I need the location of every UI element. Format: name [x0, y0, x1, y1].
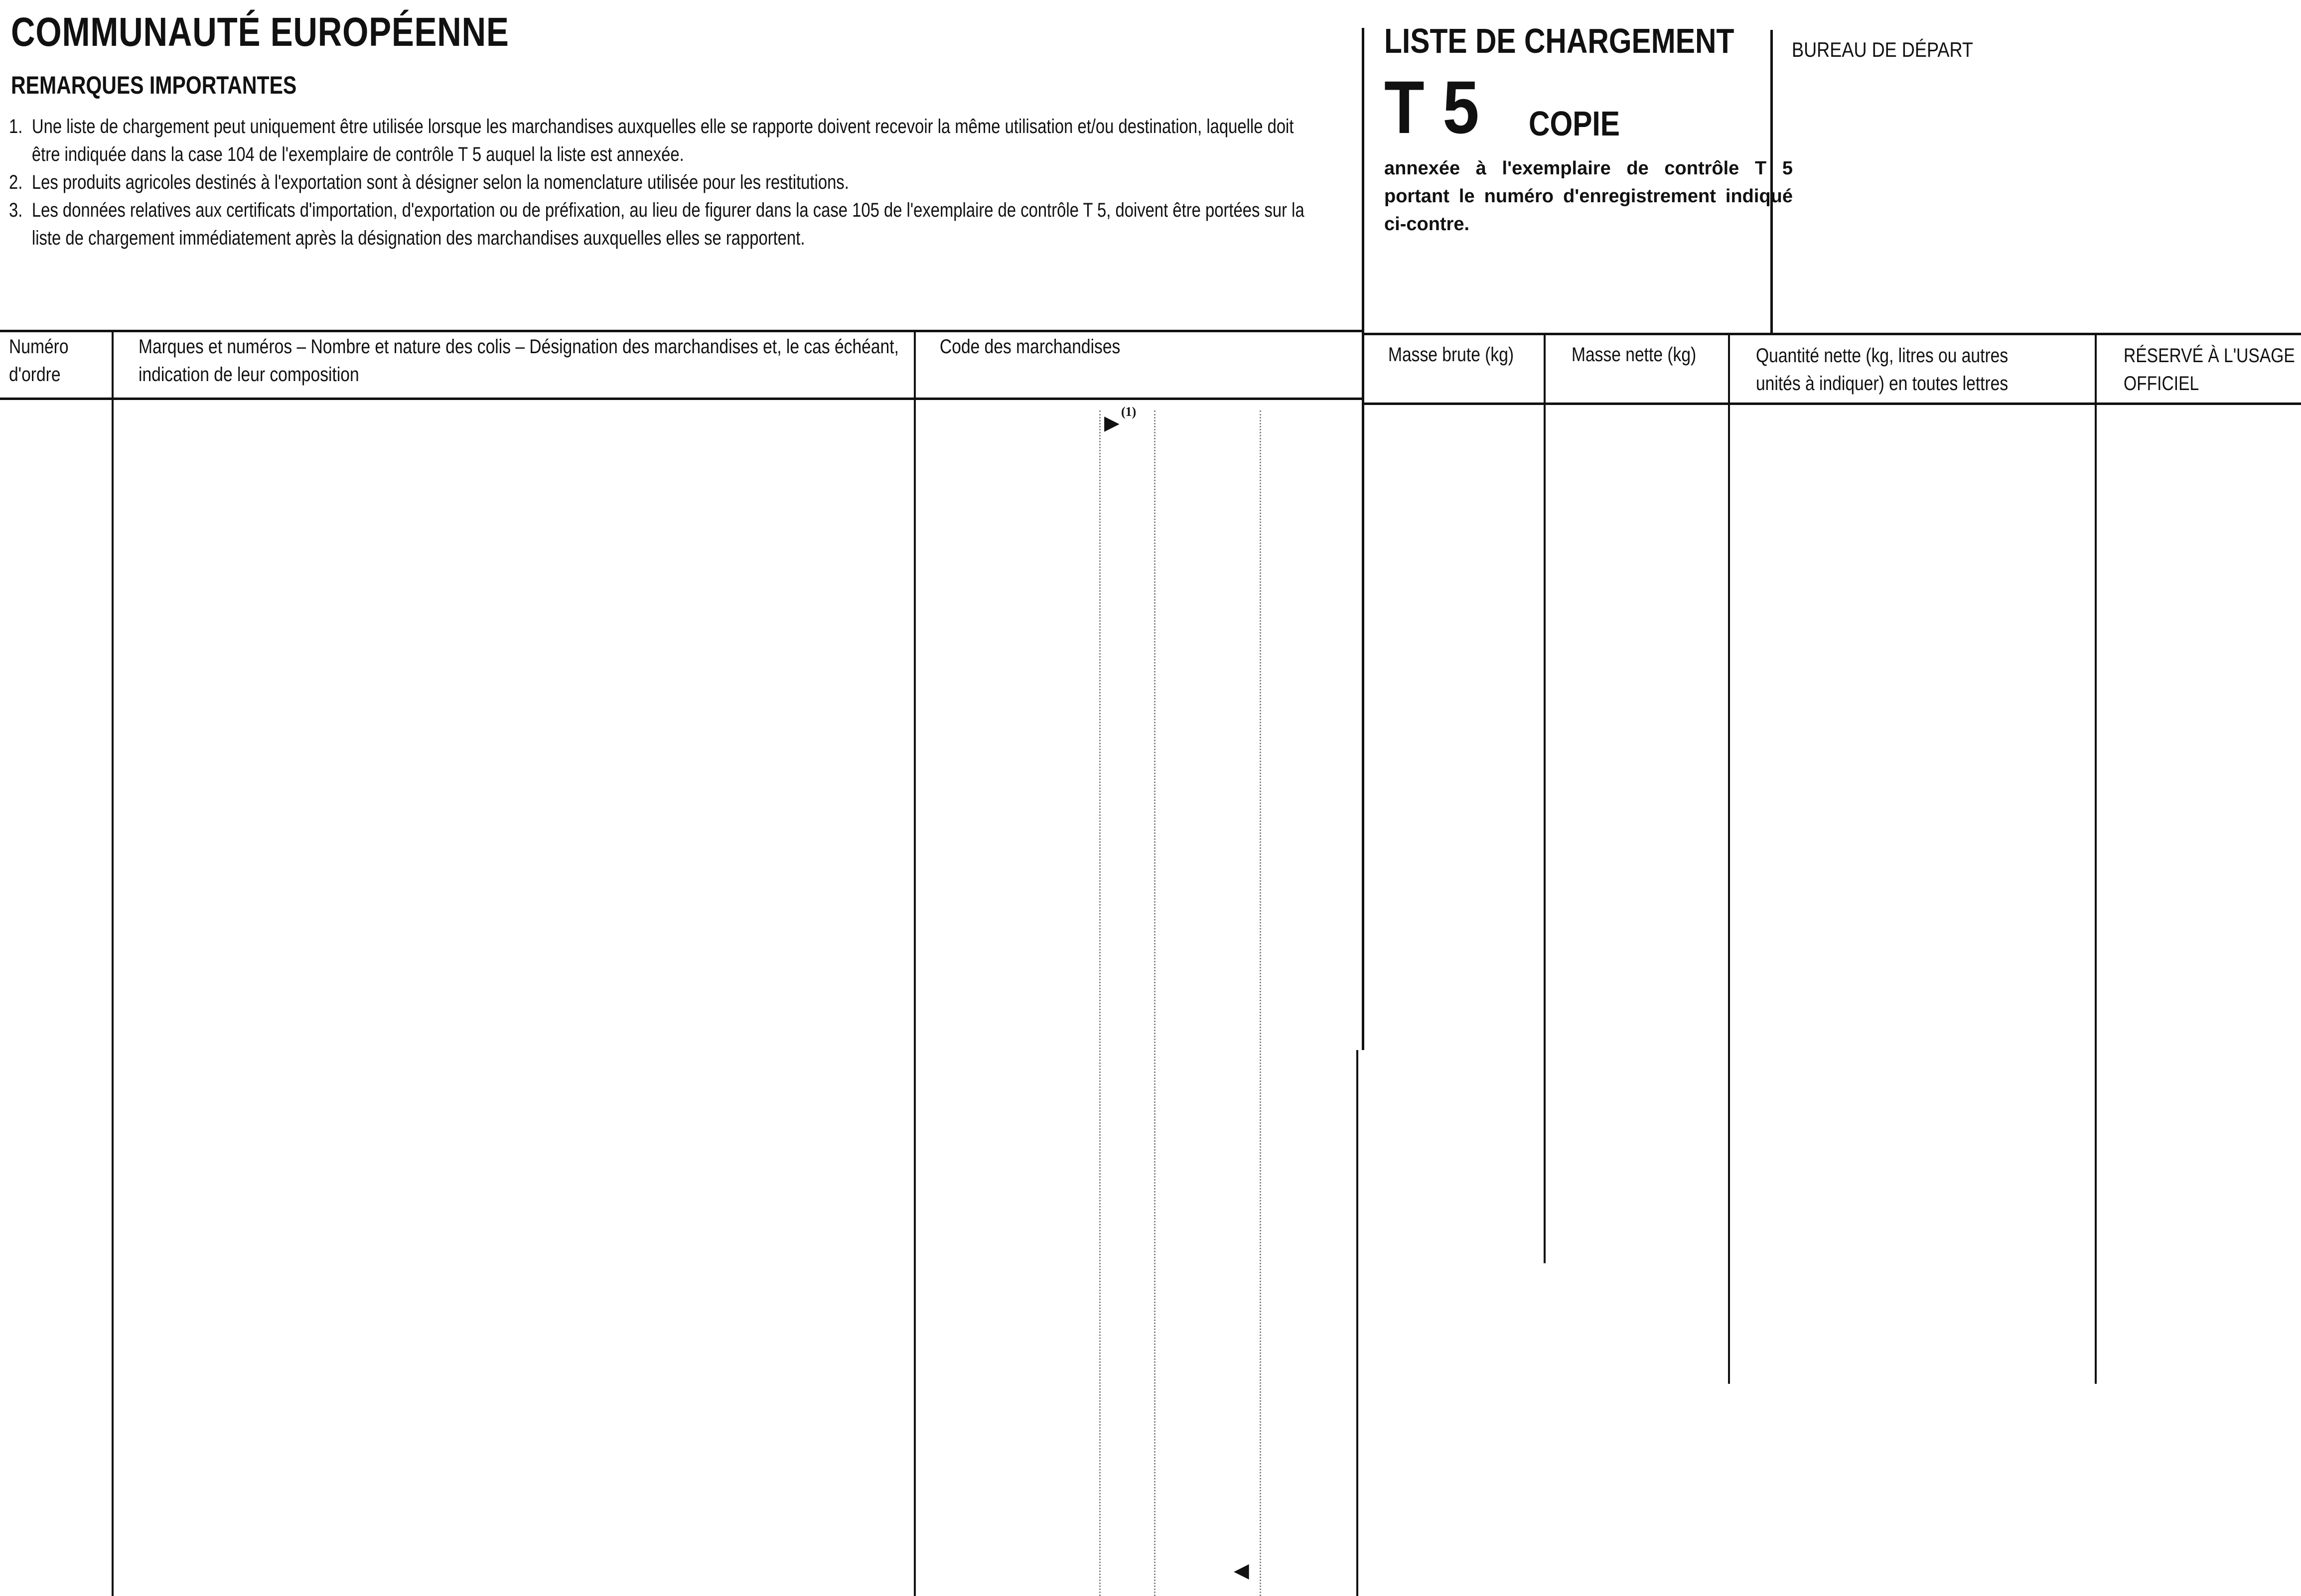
remark-item	[9, 168, 1316, 196]
column-header-net-quantity: Quantité nette (kg, litres ou autres unités à indiquer) en toutes lettres	[1756, 345, 2009, 395]
remark-item	[9, 113, 1316, 168]
column-header-official-use: RÉSERVÉ À L'USAGE OFFICIEL	[2124, 345, 2295, 395]
form-title: LISTE DE CHARGEMENT	[1384, 21, 1734, 60]
column-divider	[914, 330, 916, 1596]
column-divider	[2095, 333, 2097, 1384]
code-subdivision-guide	[1099, 410, 1101, 1596]
column-divider	[1544, 333, 1546, 1263]
annex-text: annexée à l'exemplaire de contrôle T 5 portant le numéro d'enregistrement indiqué ci-contre.	[1384, 158, 1793, 235]
column-header-number: Numéro d'ordre	[9, 336, 69, 386]
column-header-gross-mass: Masse brute (kg)	[1388, 344, 1514, 366]
column-divider	[1356, 1050, 1358, 1596]
remarks-list	[9, 113, 1316, 252]
remark-text: Les produits agricoles destinés à l'exportation sont à désigner selon la nomenclature utilisée pour les restitutions.	[31, 171, 849, 193]
footnote-reference: (1)	[1121, 404, 1137, 419]
arrow-left-icon: ◀	[1234, 1560, 1249, 1582]
remark-number: 3.	[9, 199, 23, 221]
remark-item	[9, 196, 1316, 252]
remark-text: Une liste de chargement peut uniquement être utilisée lorsque les marchandises auxquelles elle se rapporte doivent recevoir la même utilisation et/ou destination, laquelle doit être indiquée dans la case 104 de l'exemplaire de contrôle T 5 auquel la liste est annexée.	[31, 116, 1294, 165]
code-subdivision-guide	[1154, 410, 1155, 1596]
column-header-net-mass: Masse nette (kg)	[1572, 344, 1697, 366]
column-header-code: Code des marchandises	[940, 336, 1121, 358]
table-header-bottom-line-right	[1363, 402, 2301, 405]
copy-label: COPIE	[1529, 104, 1620, 143]
table-top-line	[0, 330, 1363, 332]
column-divider	[112, 330, 114, 1596]
header-divider-left	[1362, 28, 1364, 334]
arrow-right-icon: ▶	[1104, 412, 1120, 434]
table-top-line-right	[1363, 333, 2301, 335]
page-title: COMMUNAUTÉ EUROPÉENNE	[11, 9, 509, 55]
remark-number: 1.	[9, 116, 23, 137]
code-subdivision-guide	[1260, 410, 1261, 1596]
remark-number: 2.	[9, 171, 23, 193]
column-header-marks: Marques et numéros – Nombre et nature des colis – Désignation des marchandises et, le cas échéant, indication de leur composition	[139, 336, 899, 386]
office-of-departure-label: BUREAU DE DÉPART	[1792, 38, 1973, 61]
form-code: T 5	[1384, 65, 1479, 149]
column-divider	[1728, 333, 1730, 1384]
table-header-bottom-line	[0, 398, 1363, 400]
column-divider	[1362, 331, 1364, 1050]
remarks-heading: REMARQUES IMPORTANTES	[11, 71, 297, 99]
remark-text: Les données relatives aux certificats d'importation, d'exportation ou de préfixation, au lieu de figurer dans la case 105 de l'exemplaire de contrôle T 5, doivent être portées sur la liste de chargement immédiatement après la désignation des marchandises auxquelles elles se rapportent.	[31, 199, 1304, 249]
